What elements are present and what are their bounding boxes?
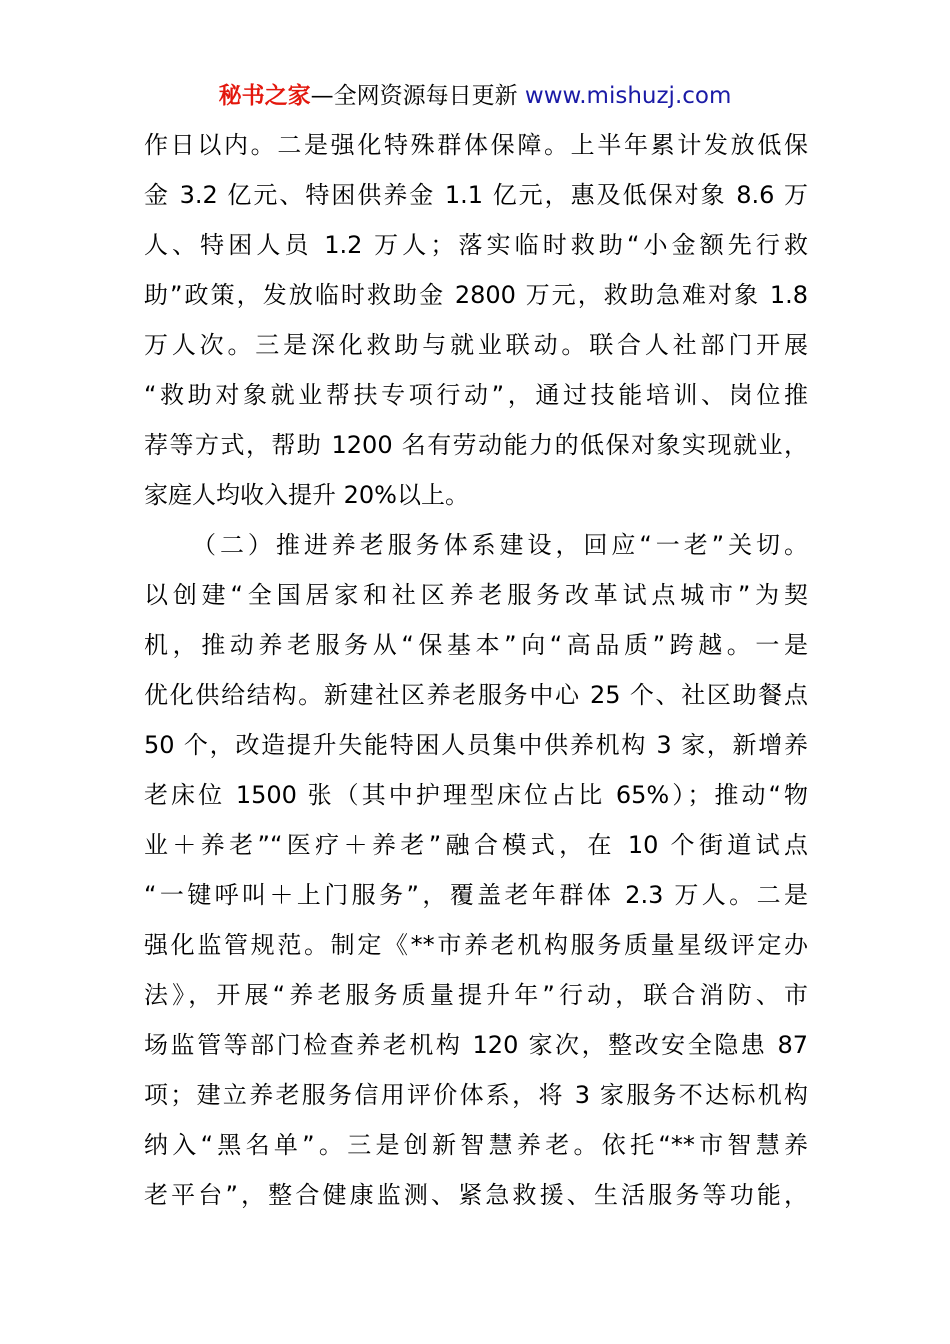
text-line: 强化监管规范。制定《**市养老机构服务质量星级评定办 [144,931,808,959]
text-line: 法》，开展“养老服务质量提升年”行动，联合消防、市 [144,981,808,1009]
text-line: 优化供给结构。新建社区养老服务中心 25 个、社区助餐点 [144,681,808,709]
text-line: 场监管等部门检查养老机构 120 家次，整改安全隐患 87 [144,1031,808,1059]
text-line: 以创建“全国居家和社区养老服务改革试点城市”为契 [144,581,808,609]
text-line: 荐等方式，帮助 1200 名有劳动能力的低保对象实现就业， [144,431,808,459]
text-line: 机，推动养老服务从“保基本”向“高品质”跨越。一是 [144,631,808,659]
site-header [0,80,950,112]
section-heading-line: （二）推进养老服务体系建设，回应“一老”关切。 [192,531,808,559]
text-line: “一键呼叫＋上门服务”，覆盖老年群体 2.3 万人。二是 [144,881,808,909]
text-line: 50 个，改造提升失能特困人员集中供养机构 3 家，新增养 [144,731,808,759]
brand-name: 秘书之家 [218,83,311,109]
text-line: 项；建立养老服务信用评价体系，将 3 家服务不达标机构 [144,1081,808,1109]
text-line: 助”政策，发放临时救助金 2800 万元，救助急难对象 1.8 [144,281,808,309]
paragraph-last-line: 家庭人均收入提升 20%以上。 [144,481,469,509]
header-tagline: —全网资源每日更新 [310,83,518,109]
text-line: “救助对象就业帮扶专项行动”，通过技能培训、岗位推 [144,381,808,409]
text-line: 万人次。三是深化救助与就业联动。联合人社部门开展 [144,331,808,359]
text-line: 人、特困人员 1.2 万人；落实临时救助“小金额先行救 [144,231,808,259]
text-line: 老平台”，整合健康监测、紧急救援、生活服务等功能， [144,1181,808,1209]
text-line: 老床位 1500 张（其中护理型床位占比 65%）；推动“物 [144,781,808,809]
text-line: 作日以内。二是强化特殊群体保障。上半年累计发放低保 [144,131,808,159]
site-url-link[interactable]: www.mishuzj.com [524,83,732,109]
text-line: 业＋养老”“医疗＋养老”融合模式，在 10 个街道试点 [144,831,808,859]
document-body [144,120,808,1220]
text-line: 金 3.2 亿元、特困供养金 1.1 亿元，惠及低保对象 8.6 万 [144,181,808,209]
text-line: 纳入“黑名单”。三是创新智慧养老。依托“**市智慧养 [144,1131,808,1159]
